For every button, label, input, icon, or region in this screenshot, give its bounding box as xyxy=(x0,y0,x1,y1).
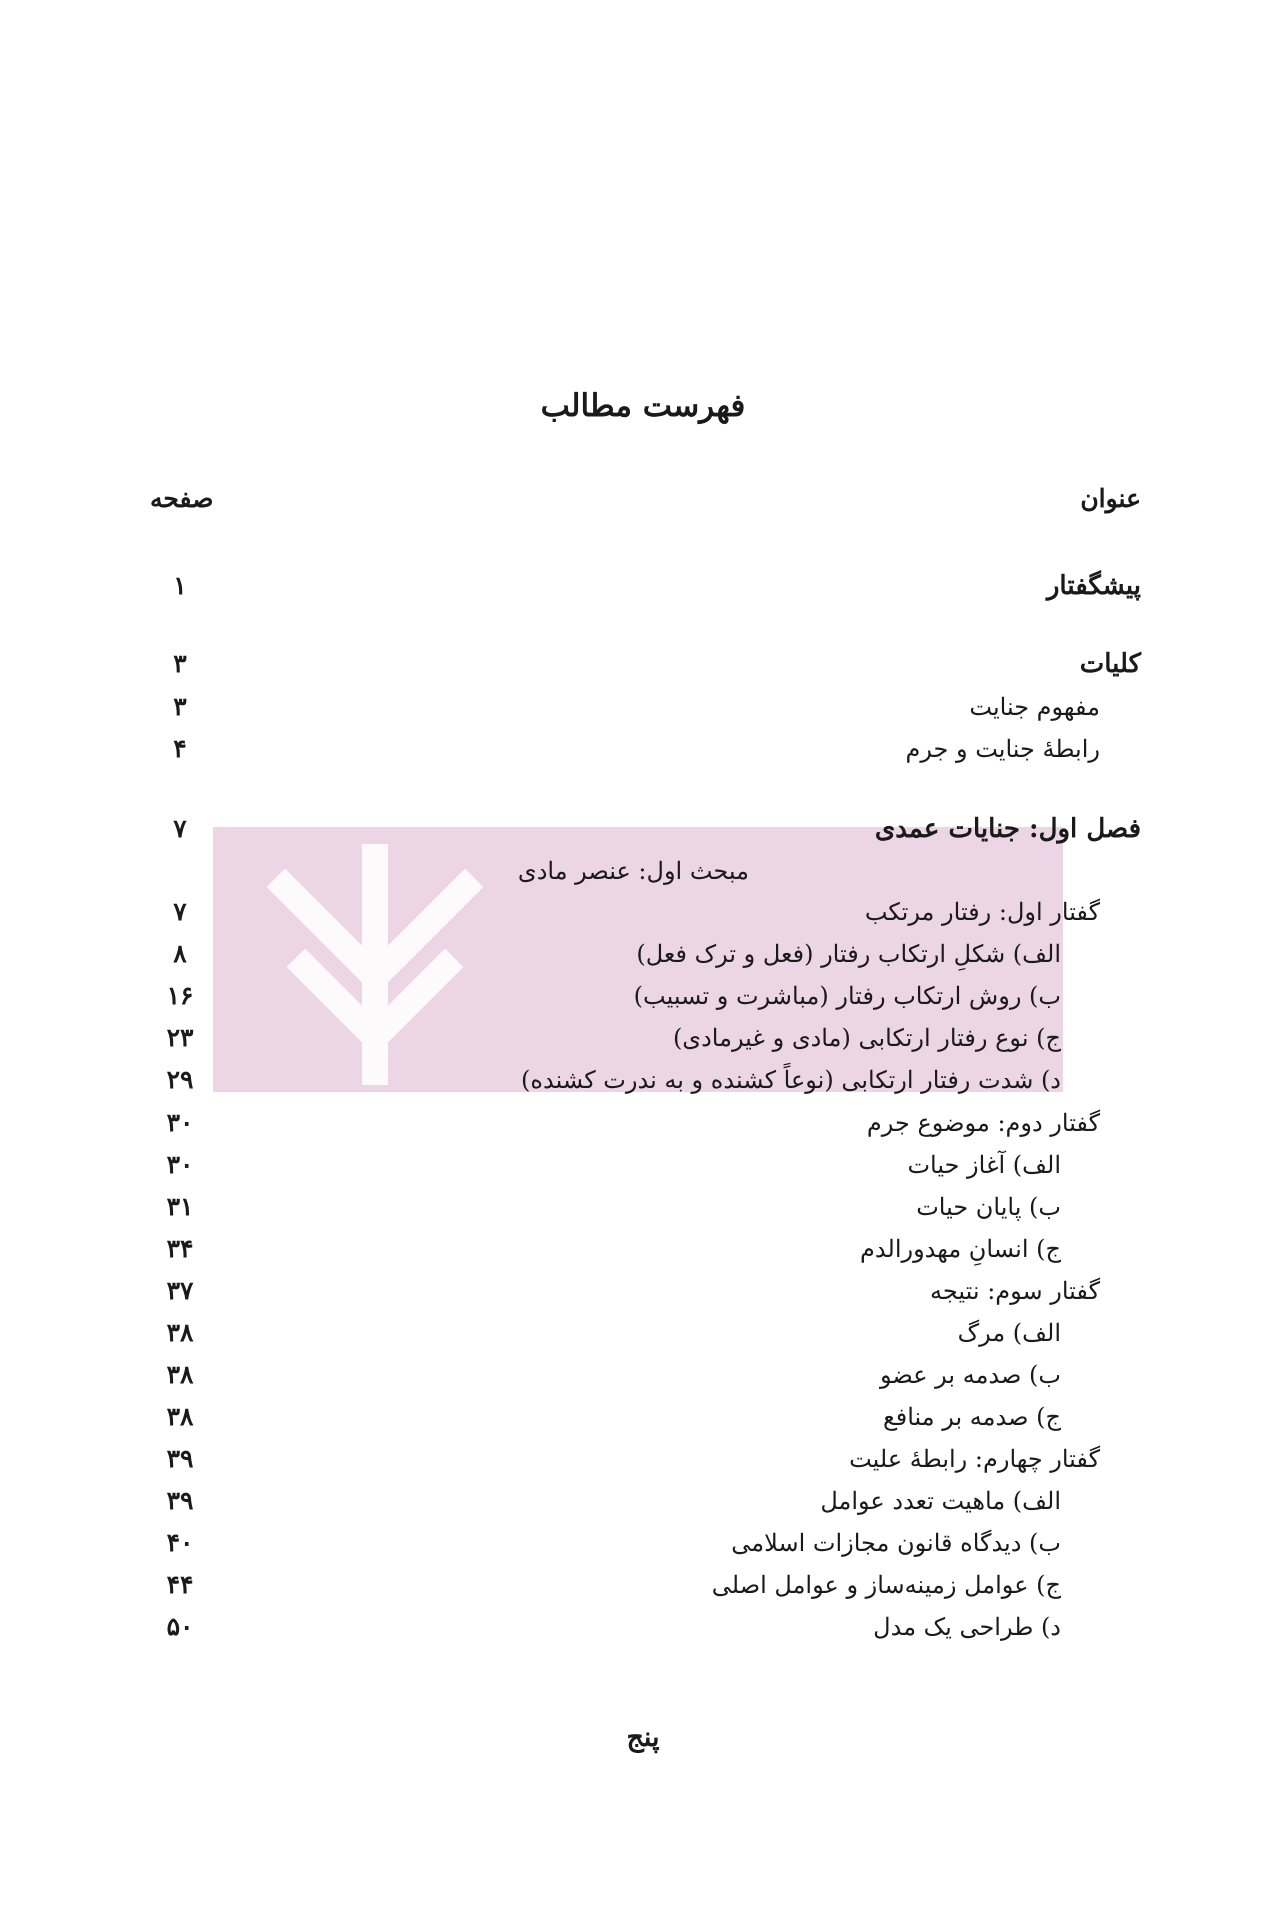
toc-entry-title: ب) دیدگاه قانون مجازات اسلامی xyxy=(731,1529,1061,1557)
toc-entry-title: الف) مرگ xyxy=(957,1319,1061,1347)
toc-entry-page: ۳۸ xyxy=(166,1360,194,1389)
toc-entry xyxy=(0,1144,1286,1186)
toc-entry xyxy=(0,975,1286,1017)
toc-entry xyxy=(0,891,1286,933)
toc-entry xyxy=(0,1186,1286,1228)
toc-entry-title: الف) شکلِ ارتکاب رفتار (فعل و ترک فعل) xyxy=(636,940,1061,968)
column-header-page: صفحه xyxy=(150,484,214,513)
toc-entry-page: ۲۹ xyxy=(166,1065,194,1094)
toc-entry xyxy=(0,1438,1286,1480)
toc-entry xyxy=(0,1606,1286,1648)
toc-entry xyxy=(0,1354,1286,1396)
toc-entry-title: د) طراحی یک مدل xyxy=(873,1613,1061,1641)
toc-entry xyxy=(0,1480,1286,1522)
toc-entry xyxy=(0,933,1286,975)
toc-entry xyxy=(0,1017,1286,1059)
toc-entry-page: ۳۸ xyxy=(166,1318,194,1347)
toc-entry-page: ۳۹ xyxy=(166,1444,194,1473)
toc-entry xyxy=(0,1564,1286,1606)
toc-entry-page: ۳۰ xyxy=(166,1108,194,1137)
toc-entry xyxy=(0,1102,1286,1144)
toc-entry-title: ب) پایان حیات xyxy=(916,1193,1061,1221)
page-number-footer: پنج xyxy=(626,1722,660,1753)
toc-entry-title: ج) صدمه بر منافع xyxy=(882,1403,1061,1431)
toc-entry xyxy=(0,686,1286,728)
toc-entry-page: ۳۰ xyxy=(166,1150,194,1179)
toc-entry xyxy=(0,808,1286,850)
toc-entry xyxy=(0,1228,1286,1270)
toc-entry-title: مفهوم جنایت xyxy=(969,693,1100,721)
toc-entry xyxy=(0,1396,1286,1438)
toc-entry-page: ۳۴ xyxy=(166,1234,194,1263)
toc-entry-page: ۷ xyxy=(173,814,187,843)
toc-entry-title: ج) عوامل زمینه‌ساز و عوامل اصلی xyxy=(711,1571,1061,1599)
toc-entry-title: گفتار دوم: موضوع جرم xyxy=(866,1109,1100,1137)
toc-entry-page: ۴ xyxy=(173,734,187,763)
toc-entry-title: ج) انسانِ مهدورالدم xyxy=(860,1235,1061,1263)
toc-entry xyxy=(0,1312,1286,1354)
toc-entry-title: د) شدت رفتار ارتکابی (نوعاً کشنده و به ندرت کشنده) xyxy=(521,1066,1061,1094)
toc-entry-title: گفتار اول: رفتار مرتکب xyxy=(864,898,1100,926)
toc-entry-page: ۷ xyxy=(173,897,187,926)
toc-entry xyxy=(0,1059,1286,1101)
toc-entry xyxy=(0,1522,1286,1564)
toc-entry xyxy=(0,1270,1286,1312)
toc-entry xyxy=(0,565,1286,607)
toc-entry-page: ۸ xyxy=(173,939,187,968)
toc-entry-page: ۲۳ xyxy=(166,1023,194,1052)
toc-entry-page: ۳ xyxy=(173,692,187,721)
toc-entry-title: رابطهٔ جنایت و جرم xyxy=(905,735,1100,763)
column-header-title: عنوان xyxy=(1080,484,1141,513)
toc-entry xyxy=(0,850,1286,892)
toc-entry-title: ب) صدمه بر عضو xyxy=(880,1361,1061,1389)
toc-entry-page: ۱ xyxy=(173,571,187,600)
toc-entry-title: کلیات xyxy=(1079,649,1141,679)
toc-entry-page: ۳۹ xyxy=(166,1486,194,1515)
toc-entry-title: الف) آغاز حیات xyxy=(907,1151,1061,1179)
toc-entry-page: ۴۰ xyxy=(166,1528,194,1557)
toc-entry-page: ۳۷ xyxy=(166,1276,194,1305)
toc-entry-page: ۵۰ xyxy=(166,1612,194,1641)
toc-entry-title: ب) روش ارتکاب رفتار (مباشرت و تسبیب) xyxy=(633,982,1061,1010)
toc-entry-title: گفتار سوم: نتیجه xyxy=(930,1277,1100,1305)
toc-entry-title: مبحث اول: عنصر مادی xyxy=(517,857,749,885)
toc-entry-page: ۳۸ xyxy=(166,1402,194,1431)
toc-entry xyxy=(0,643,1286,685)
toc-entry-title: ج) نوع رفتار ارتکابی (مادی و غیرمادی) xyxy=(672,1024,1061,1052)
toc-entry-page: ۳ xyxy=(173,649,187,678)
toc-entry-page: ۴۴ xyxy=(166,1570,194,1599)
toc-entry xyxy=(0,728,1286,770)
toc-entry-page: ۳۱ xyxy=(166,1192,194,1221)
toc-entry-page: ۱۶ xyxy=(166,981,194,1010)
toc-entry-title: الف) ماهیت تعدد عوامل xyxy=(820,1487,1061,1515)
toc-entry-title: گفتار چهارم: رابطهٔ علیت xyxy=(849,1445,1100,1473)
toc-entry-title: فصل اول: جنایات عمدی xyxy=(874,814,1141,844)
page-title: فهرست مطالب xyxy=(540,388,746,424)
toc-entry-title: پیشگفتار xyxy=(1046,571,1141,601)
